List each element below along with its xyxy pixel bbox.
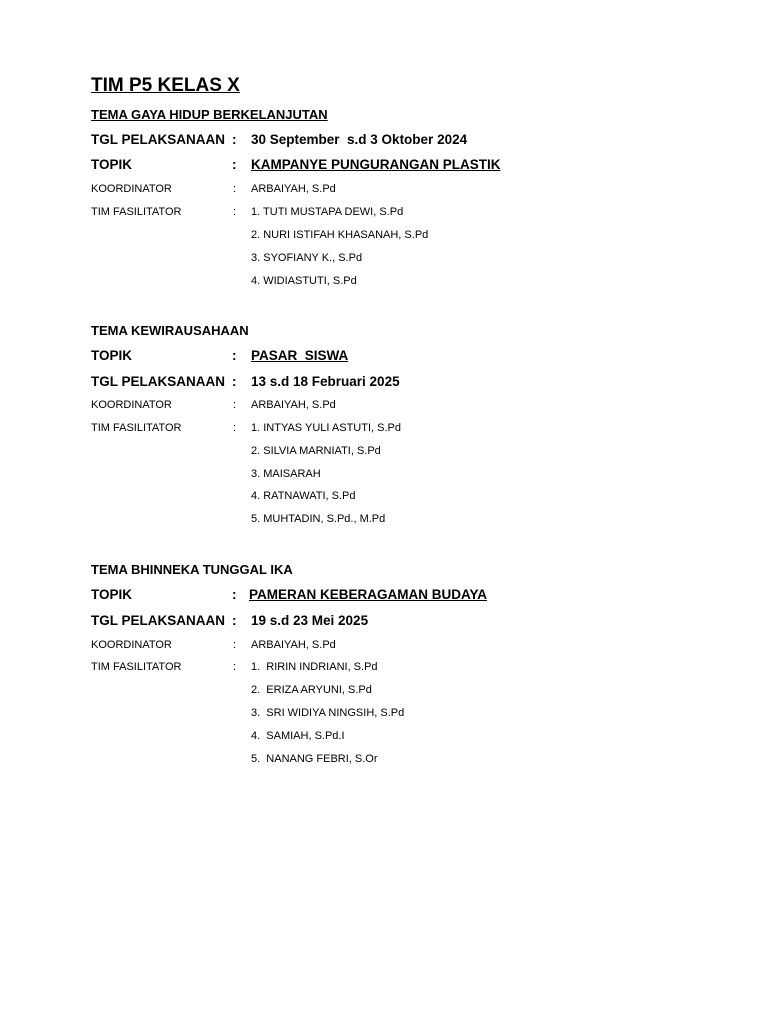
section-1-tgl-value: 30 September s.d 3 Oktober 2024 [251,132,468,147]
fasilitator-list-item: 1. TUTI MUSTAPA DEWI, S.Pd [251,206,404,218]
section-1-topik-label: TOPIK [91,157,133,172]
section-3-koordinator-value: ARBAIYAH, S.Pd [251,639,336,651]
fasilitator-list-item: 3. SRI WIDIYA NINGSIH, S.Pd [251,707,405,719]
section-2-koordinator-label: KOORDINATOR [91,399,172,411]
section-1-fasilitator-colon: : [233,206,237,218]
fasilitator-list-item: 3. SYOFIANY K., S.Pd [251,252,363,264]
section-3-koordinator-colon: : [233,639,237,651]
section-2-fasilitator-colon: : [233,422,237,434]
document-title: TIM P5 KELAS X [91,75,240,96]
section-1-koordinator-colon: : [233,183,237,195]
section-2-tgl-colon: : [232,374,237,389]
section-2-tgl-label: TGL PELAKSANAAN [91,374,226,389]
section-3-theme: TEMA BHINNEKA TUNGGAL IKA [91,562,293,577]
section-3-tgl-label: TGL PELAKSANAAN [91,613,226,628]
section-1-topik-value: KAMPANYE PUNGURANGAN PLASTIK [251,157,501,172]
section-3-topik-colon: : [232,587,237,602]
fasilitator-list-item: 4. SAMIAH, S.Pd.I [251,730,345,742]
section-2-tgl-value: 13 s.d 18 Februari 2025 [251,374,400,389]
section-3-koordinator-label: KOORDINATOR [91,639,172,651]
section-1-koordinator-value: ARBAIYAH, S.Pd [251,183,336,195]
fasilitator-list-item: 5. MUHTADIN, S.Pd., M.Pd [251,513,386,525]
section-3-tgl-value: 19 s.d 23 Mei 2025 [251,613,369,628]
section-2-koordinator-value: ARBAIYAH, S.Pd [251,399,336,411]
fasilitator-list-item: 1. RIRIN INDRIANI, S.Pd [251,661,378,673]
fasilitator-list-item: 1. INTYAS YULI ASTUTI, S.Pd [251,422,401,434]
section-2-fasilitator-label: TIM FASILITATOR [91,422,182,434]
fasilitator-list-item: 2. ERIZA ARYUNI, S.Pd [251,684,372,696]
fasilitator-list-item: 2. SILVIA MARNIATI, S.Pd [251,445,381,457]
section-2-koordinator-colon: : [233,399,237,411]
section-1-fasilitator-label: TIM FASILITATOR [91,206,182,218]
section-3-fasilitator-colon: : [233,661,237,673]
section-2-topik-colon: : [232,348,237,363]
section-2-topik-label: TOPIK [91,348,133,363]
fasilitator-list-item: 4. WIDIASTUTI, S.Pd [251,275,357,287]
section-1-koordinator-label: KOORDINATOR [91,183,172,195]
section-3-tgl-colon: : [232,613,237,628]
section-1-theme: TEMA GAYA HIDUP BERKELANJUTAN [91,107,328,122]
section-2-theme: TEMA KEWIRAUSAHAAN [91,323,249,338]
section-1-topik-colon: : [232,157,237,172]
section-3-fasilitator-label: TIM FASILITATOR [91,661,182,673]
fasilitator-list-item: 3. MAISARAH [251,468,321,480]
fasilitator-list-item: 4. RATNAWATI, S.Pd [251,490,356,502]
fasilitator-list-item: 2. NURI ISTIFAH KHASANAH, S.Pd [251,229,429,241]
section-1-tgl-colon: : [232,132,237,147]
section-2-topik-value: PASAR SISWA [251,348,349,363]
section-3-topik-value: PAMERAN KEBERAGAMAN BUDAYA [249,587,488,602]
section-1-tgl-label: TGL PELAKSANAAN [91,132,226,147]
fasilitator-list-item: 5. NANANG FEBRI, S.Or [251,753,378,765]
section-3-topik-label: TOPIK [91,587,133,602]
